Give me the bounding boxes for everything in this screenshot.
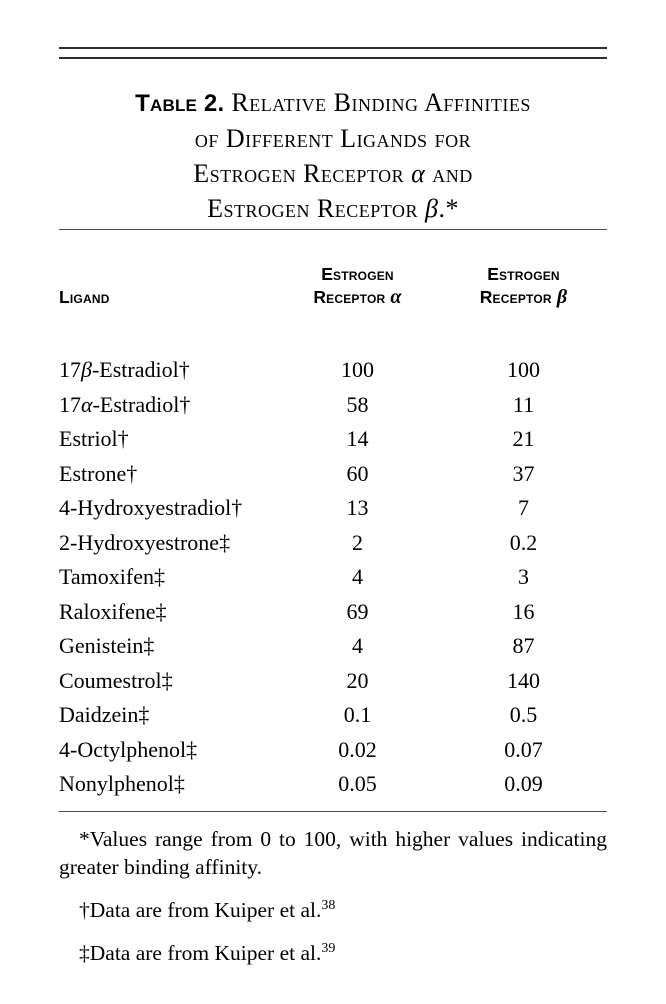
table-row (59, 629, 607, 664)
er-alpha-value-cell: 69 (346, 598, 369, 624)
er-beta-value-cell: 100 (507, 357, 540, 382)
er-alpha-value-cell: 58 (346, 391, 369, 417)
ligand-cell (59, 560, 275, 595)
ligand-name: 2-Hydroxyestrone‡ (59, 529, 231, 555)
reference-number: 39 (321, 940, 336, 956)
beta-symbol: β (556, 286, 568, 308)
ligand-cell (59, 422, 275, 457)
er-beta-value-cell: 87 (512, 633, 535, 658)
er-beta-value-cell: 140 (507, 667, 540, 693)
er-alpha-value-cell: 2 (352, 529, 363, 555)
bottom-rule (59, 811, 607, 812)
ligand-cell (59, 595, 275, 630)
reference-number: 38 (321, 897, 336, 913)
er-alpha-value-cell: 4 (352, 564, 363, 589)
footnote-text: Values range from 0 to 100, with higher values indicating greater binding affinity. (59, 826, 607, 879)
table-row (59, 595, 607, 630)
er-alpha-value-cell: 0.02 (338, 736, 377, 762)
ligand-name: Tamoxifen‡ (59, 564, 165, 589)
ligand-name: Coumestrol‡ (59, 667, 173, 693)
ligand-name: 17 (59, 357, 81, 382)
footnote-text: Data are from Kuiper et al. (89, 897, 322, 922)
er-alpha-value-cell: 0.05 (338, 771, 377, 796)
ligand-name: Daidzein‡ (59, 702, 150, 727)
er-alpha-value-cell: 13 (346, 495, 369, 520)
ligand-name: Genistein‡ (59, 633, 155, 658)
table-2-figure (59, 0, 607, 967)
column-header-ligand: Ligand (59, 287, 110, 307)
table-number-label: Table 2. (135, 90, 225, 117)
ligand-cell (59, 733, 275, 768)
ligand-cell (59, 629, 275, 664)
er-beta-value-cell: 0.5 (509, 702, 538, 727)
er-beta-value-cell: 16 (512, 598, 535, 624)
table-row (59, 353, 607, 388)
asterisk-symbol: * (79, 826, 90, 851)
ligand-cell (59, 457, 275, 492)
er-alpha-header-line1: Estrogen (321, 264, 394, 284)
er-alpha-value-cell: 100 (341, 357, 374, 382)
er-beta-value-cell: 11 (512, 391, 535, 417)
ligand-name: 4-Octylphenol‡ (59, 736, 198, 762)
footnote-text: Data are from Kuiper et al. (89, 940, 322, 965)
ligand-cell (59, 767, 275, 802)
footnote-dagger (59, 896, 607, 924)
alpha-symbol: α (390, 286, 402, 308)
title-line-3 (59, 156, 607, 191)
beta-symbol: β (424, 194, 439, 223)
table-row (59, 733, 607, 768)
ligand-name: 17 (59, 391, 81, 417)
er-alpha-value-cell: 20 (346, 667, 369, 693)
er-alpha-value-cell: 60 (346, 460, 369, 486)
ligand-name: Estrone† (59, 460, 138, 486)
table-row (59, 388, 607, 423)
title-line-1-text: Relative Binding Affinities (224, 88, 531, 117)
er-alpha-value-cell: 0.1 (343, 702, 372, 727)
er-alpha-header-line2: Receptor (313, 287, 391, 307)
top-double-rule (59, 47, 607, 59)
ligand-name: 4-Hydroxyestradiol† (59, 495, 243, 520)
title-line-1 (59, 85, 607, 121)
ligand-cell (59, 353, 275, 388)
greek-letter: α (81, 391, 93, 417)
ligand-name-tail: -Estradiol† (91, 357, 190, 382)
ligand-cell (59, 491, 275, 526)
column-header-er-alpha (275, 263, 440, 353)
table-row (59, 664, 607, 699)
ligand-name: Raloxifene‡ (59, 598, 167, 624)
footnote-values-range (59, 825, 607, 881)
table-row (59, 526, 607, 561)
alpha-symbol: α (411, 159, 426, 188)
ligand-name-tail: -Estradiol† (92, 391, 191, 417)
footnote-double-dagger (59, 939, 607, 967)
title-divider-rule (59, 229, 607, 230)
ligand-name: Estriol† (59, 426, 129, 451)
er-beta-value-cell: 0.2 (509, 529, 538, 555)
binding-affinities-table (59, 263, 607, 802)
column-header-er-beta (440, 263, 607, 353)
ligand-cell (59, 664, 275, 699)
title-line-3-tail: and (425, 159, 473, 188)
er-alpha-value-cell: 4 (352, 633, 363, 658)
double-dagger-symbol: ‡ (79, 940, 90, 965)
er-beta-value-cell: 7 (518, 495, 529, 520)
table-row (59, 491, 607, 526)
dagger-symbol: † (79, 897, 90, 922)
footnotes (59, 825, 607, 967)
er-beta-value-cell: 37 (512, 460, 535, 486)
table-row (59, 767, 607, 802)
er-beta-header-line1: Estrogen (487, 264, 560, 284)
page-title (59, 85, 607, 226)
table-row (59, 698, 607, 733)
header-row (59, 263, 607, 353)
ligand-cell (59, 526, 275, 561)
title-line-4-tail: .* (438, 194, 459, 223)
ligand-name: Nonylphenol‡ (59, 771, 185, 796)
table-row (59, 457, 607, 492)
title-line-4 (59, 191, 607, 226)
greek-letter: β (81, 357, 92, 382)
ligand-cell (59, 388, 275, 423)
table-row (59, 560, 607, 595)
er-beta-header-line2: Receptor (479, 287, 557, 307)
er-beta-value-cell: 0.07 (504, 736, 543, 762)
table-row (59, 422, 607, 457)
ligand-cell (59, 698, 275, 733)
title-line-3-text: Estrogen Receptor (193, 159, 412, 188)
title-line-4-text: Estrogen Receptor (207, 194, 425, 223)
er-beta-value-cell: 21 (512, 426, 535, 451)
er-beta-value-cell: 3 (518, 564, 529, 589)
er-alpha-value-cell: 14 (346, 426, 369, 451)
title-line-2: of Different Ligands for (194, 124, 472, 153)
er-beta-value-cell: 0.09 (504, 771, 543, 796)
